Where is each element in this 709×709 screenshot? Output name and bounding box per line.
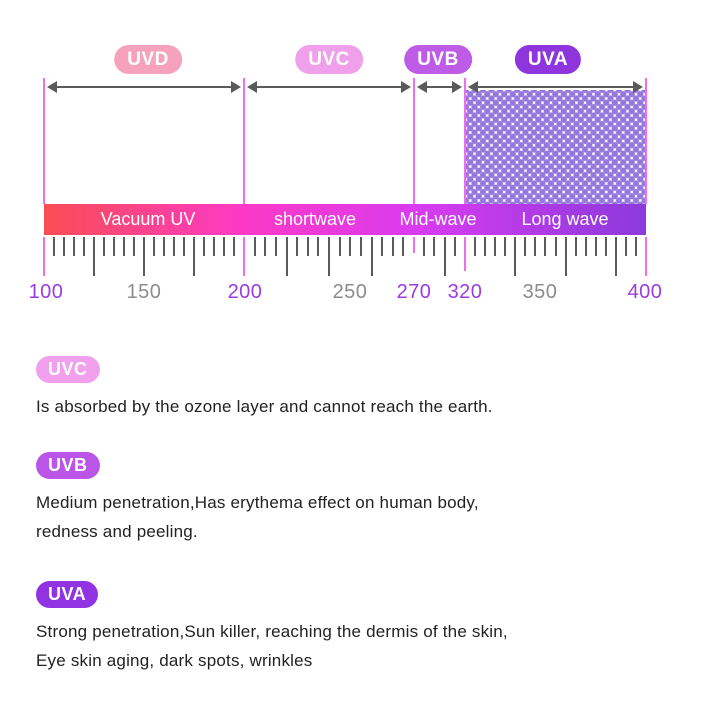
boundary-tick-100 [43, 237, 45, 276]
uva-description [36, 617, 508, 675]
ruler-tick [371, 237, 373, 276]
ruler-tick [524, 237, 526, 256]
ruler-tick [317, 237, 319, 256]
uva-description-line: Eye skin aging, dark spots, wrinkles [36, 651, 313, 670]
section-uvb [36, 452, 479, 546]
ruler-tick [53, 237, 55, 256]
ruler-tick [307, 237, 309, 256]
boundary-line-270 [413, 78, 415, 204]
ruler-tick [575, 237, 577, 256]
axis-label-270: 270 [396, 281, 432, 303]
uvb-description-line: Medium penetration,Has erythema effect on human body, [36, 493, 479, 512]
boundary-tick-320 [464, 237, 466, 271]
ruler-tick [296, 237, 298, 256]
arrow-head-right-icon [452, 81, 462, 93]
ruler-tick [203, 237, 205, 256]
band-label-vacuum-uv: Vacuum UV [100, 209, 196, 229]
ruler-tick [544, 237, 546, 256]
ruler-tick [153, 237, 155, 256]
ruler-tick [173, 237, 175, 256]
arrow-head-right-icon [633, 81, 643, 93]
range-arrow [247, 80, 411, 94]
ruler-tick [615, 237, 617, 276]
ruler-tick [625, 237, 627, 256]
ruler-tick [444, 237, 446, 276]
ruler-tick [133, 237, 135, 256]
range-pill-uva: UVA [515, 45, 581, 74]
ruler-tick [223, 237, 225, 256]
section-uva [36, 581, 508, 675]
ruler-tick [63, 237, 65, 256]
arrow-head-left-icon [47, 81, 57, 93]
arrow-shaft [55, 86, 233, 88]
axis-label-200: 200 [227, 281, 263, 303]
ruler-tick [103, 237, 105, 256]
ruler-tick [433, 237, 435, 256]
boundary-line-400 [645, 78, 647, 204]
ruler-tick [555, 237, 557, 256]
arrow-shaft [425, 86, 454, 88]
uva-pill: UVA [36, 581, 98, 608]
uvb-description-line: redness and peeling. [36, 522, 198, 541]
boundary-tick-400 [645, 237, 647, 276]
ruler-tick [474, 237, 476, 256]
range-pill-uvd: UVD [114, 45, 182, 74]
band-label-mid-wave: Mid-wave [399, 209, 477, 229]
ruler-tick [213, 237, 215, 256]
ruler-tick [565, 237, 567, 276]
range-arrow [468, 80, 643, 94]
uvc-pill: UVC [36, 356, 100, 383]
boundary-tick-200 [243, 237, 245, 276]
ruler-tick [605, 237, 607, 256]
ruler-tick [339, 237, 341, 256]
band-label-long-wave: Long wave [521, 209, 609, 229]
axis-label-350: 350 [522, 281, 558, 303]
range-pill-uvb: UVB [404, 45, 472, 74]
ruler-tick [494, 237, 496, 256]
axis-label-250: 250 [332, 281, 368, 303]
arrow-head-left-icon [468, 81, 478, 93]
axis-label-150: 150 [126, 281, 162, 303]
ruler-tick [585, 237, 587, 256]
ruler-tick [163, 237, 165, 256]
boundary-line-100 [43, 78, 45, 204]
axis-label-100: 100 [28, 281, 64, 303]
ruler-tick [381, 237, 383, 256]
range-arrow [47, 80, 241, 94]
ruler-tick [183, 237, 185, 256]
range-arrow [417, 80, 462, 94]
arrow-head-right-icon [401, 81, 411, 93]
arrow-head-left-icon [417, 81, 427, 93]
arrow-shaft [255, 86, 403, 88]
ruler-tick [113, 237, 115, 256]
ruler-tick [484, 237, 486, 256]
uva-description-line: Strong penetration,Sun killer, reaching the dermis of the skin, [36, 622, 508, 641]
ruler-tick [635, 237, 637, 256]
ruler-tick [233, 237, 235, 256]
boundary-line-320 [464, 78, 466, 204]
ruler-tick [286, 237, 288, 276]
ruler-tick [360, 237, 362, 256]
ruler-tick [193, 237, 195, 276]
boundary-tick-270 [413, 237, 415, 253]
ruler-tick [392, 237, 394, 256]
arrow-shaft [476, 86, 635, 88]
arrow-head-right-icon [231, 81, 241, 93]
ruler-tick [534, 237, 536, 256]
ruler-tick [402, 237, 404, 256]
ruler-tick [454, 237, 456, 256]
ruler-tick [143, 237, 145, 276]
ruler-tick [504, 237, 506, 256]
uva-hatch-region [466, 90, 645, 204]
ruler-tick [93, 237, 95, 276]
uvb-description [36, 488, 479, 546]
band-label-shortwave: shortwave [273, 209, 357, 229]
ruler-tick [328, 237, 330, 276]
section-uvc [36, 356, 493, 421]
ruler-tick [349, 237, 351, 256]
boundary-line-200 [243, 78, 245, 204]
ruler-tick [83, 237, 85, 256]
axis-label-400: 400 [627, 281, 663, 303]
range-pill-uvc: UVC [295, 45, 363, 74]
ruler-tick [123, 237, 125, 256]
uvc-description [36, 392, 493, 421]
arrow-head-left-icon [247, 81, 257, 93]
ruler-tick [254, 237, 256, 256]
ruler-tick [595, 237, 597, 256]
ruler-tick [423, 237, 425, 256]
ruler-tick [514, 237, 516, 276]
ruler-tick [264, 237, 266, 256]
uvc-description-line: Is absorbed by the ozone layer and cannot reach the earth. [36, 397, 493, 416]
axis-label-320: 320 [447, 281, 483, 303]
ruler-tick [275, 237, 277, 256]
ruler-tick [73, 237, 75, 256]
uvb-pill: UVB [36, 452, 100, 479]
